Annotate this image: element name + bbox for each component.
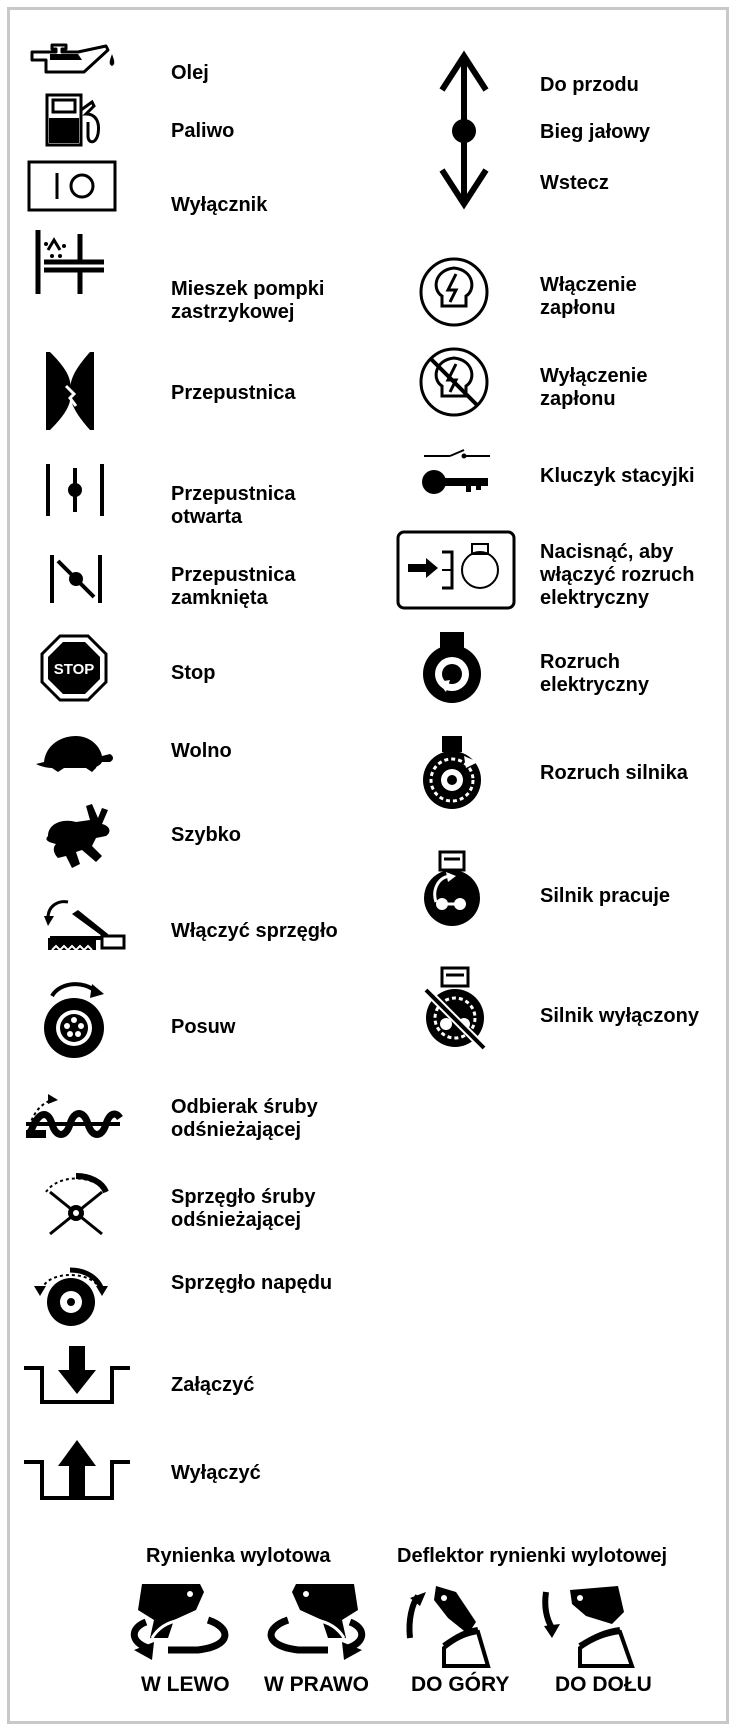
engine-start-icon xyxy=(420,734,484,812)
label-auger-clutch: Sprzęgło śruby odśnieżającej xyxy=(171,1186,316,1231)
deflector-down-caption: DO DOŁU xyxy=(555,1673,652,1696)
electric-start-icon xyxy=(420,630,484,708)
forward-neutral-reverse-arrow-icon xyxy=(436,52,492,210)
chute-title: Rynienka wylotowa xyxy=(146,1545,331,1567)
label-choke-open: Przepustnica otwarta xyxy=(171,483,296,528)
chute-right-icon xyxy=(256,1580,368,1660)
chute-left-caption: W LEWO xyxy=(141,1673,230,1696)
primer-bulb-icon xyxy=(34,226,108,298)
label-disengage: Wyłączyć xyxy=(171,1462,261,1484)
fuel-pump-icon xyxy=(44,92,108,148)
label-choke-closed: Przepustnica zamknięta xyxy=(171,564,296,609)
on-off-switch-icon xyxy=(27,160,117,212)
ignition-off-icon xyxy=(418,346,490,418)
deflector-down-icon xyxy=(540,1582,640,1666)
drive-clutch-icon xyxy=(30,1260,112,1328)
auger-clutch-icon xyxy=(40,1168,112,1236)
label-stop: Stop xyxy=(171,662,216,684)
engine-off-icon xyxy=(420,966,490,1050)
disengage-up-arrow-icon xyxy=(22,1436,132,1502)
label-electric-start: Rozruch elektryczny xyxy=(540,651,649,696)
label-switch: Wyłącznik xyxy=(171,194,268,216)
label-drive: Posuw xyxy=(171,1016,236,1038)
stop-badge-text: STOP xyxy=(53,661,95,678)
oil-can-icon xyxy=(26,40,122,86)
label-drive-clutch: Sprzęgło napędu xyxy=(171,1272,333,1294)
label-clutch: Włączyć sprzęgło xyxy=(171,920,338,942)
label-slow: Wolno xyxy=(171,740,232,762)
turtle-icon xyxy=(34,732,114,774)
chute-left-icon xyxy=(128,1580,240,1660)
label-engine-off: Silnik wyłączony xyxy=(540,1005,699,1027)
engage-down-arrow-icon xyxy=(22,1344,132,1406)
choke-closed-icon xyxy=(48,553,104,605)
engine-running-icon xyxy=(420,850,484,930)
label-engage: Załączyć xyxy=(171,1374,255,1396)
label-choke: Przepustnica xyxy=(171,382,296,404)
wheel-drive-icon xyxy=(38,976,110,1058)
electric-start-button-icon xyxy=(396,530,516,610)
deflector-up-caption: DO GÓRY xyxy=(411,1673,510,1696)
label-auger-pickup: Odbierak śruby odśnieżającej xyxy=(171,1096,318,1141)
label-neutral: Bieg jałowy xyxy=(540,121,651,143)
label-press-start: Nacisnąć, aby włączyć rozruch elektryczny xyxy=(540,541,695,609)
deflector-up-icon xyxy=(404,1582,494,1666)
label-oil: Olej xyxy=(171,62,209,84)
deflector-title: Deflektor rynienki wylotowej xyxy=(397,1545,668,1567)
label-ignition-off: Wyłączenie zapłonu xyxy=(540,365,648,410)
label-ignition-on: Włączenie zapłonu xyxy=(540,274,637,319)
auger-icon xyxy=(24,1090,122,1142)
choke-icon xyxy=(44,350,96,432)
label-fast: Szybko xyxy=(171,824,242,846)
label-engine-start: Rozruch silnika xyxy=(540,762,688,784)
chute-right-caption: W PRAWO xyxy=(264,1673,369,1696)
label-engine-running: Silnik pracuje xyxy=(540,885,671,907)
label-primer: Mieszek pompki zastrzykowej xyxy=(171,278,325,323)
label-reverse: Wstecz xyxy=(540,172,609,194)
label-fuel: Paliwo xyxy=(171,120,235,142)
rabbit-icon xyxy=(40,802,114,870)
stop-sign-icon xyxy=(40,634,108,702)
clutch-lever-icon xyxy=(42,892,128,954)
choke-open-icon xyxy=(44,462,106,518)
ignition-on-icon xyxy=(418,256,490,328)
ignition-key-icon xyxy=(420,450,492,496)
label-ignition-key: Kluczyk stacyjki xyxy=(540,465,695,487)
label-forward: Do przodu xyxy=(540,74,639,96)
